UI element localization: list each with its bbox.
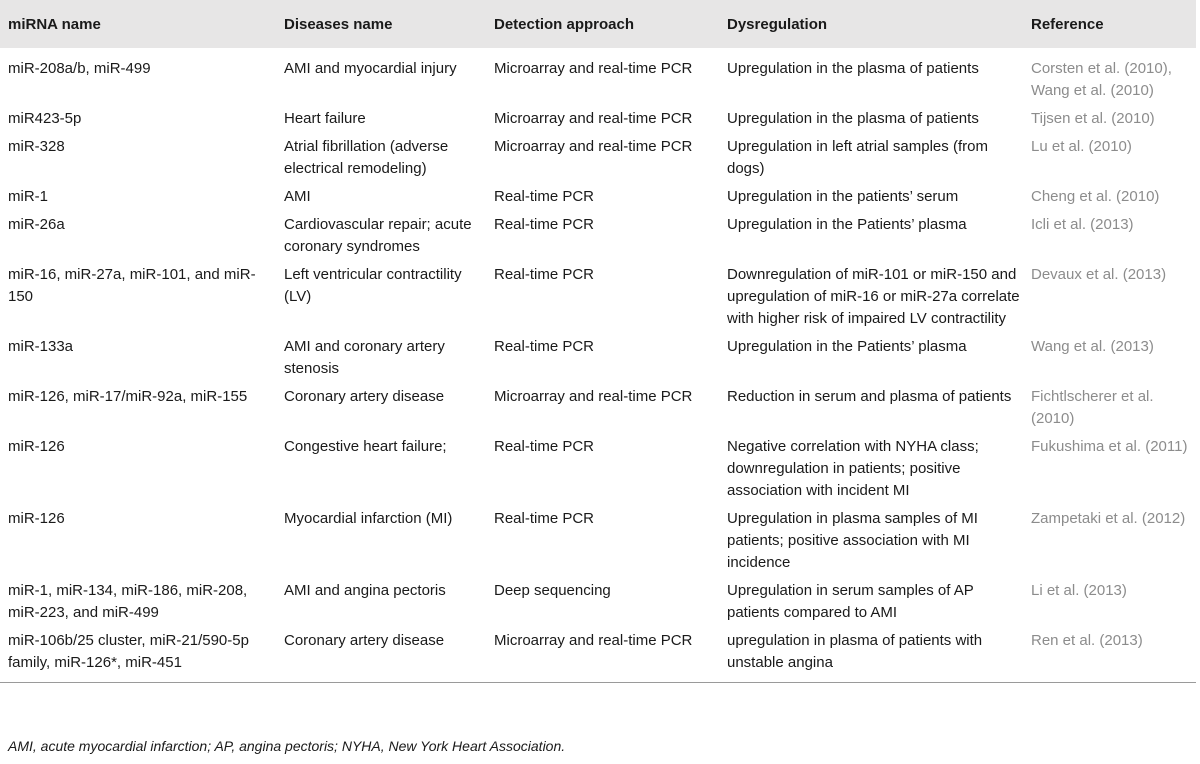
- cell-detection-approach: Real-time PCR: [494, 216, 595, 233]
- cell-reference[interactable]: Cheng et al. (2010): [1031, 188, 1160, 205]
- cell-dysregulation: Upregulation in the plasma of patients: [727, 60, 979, 77]
- table-footnote: AMI, acute myocardial infarction; AP, angina pectoris; NYHA, New York Heart Association.: [8, 738, 566, 754]
- cell-mirna-name: miR-1, miR-134, miR-186, miR-208, miR-223, and miR-499: [8, 582, 248, 621]
- cell-dysregulation: Upregulation in serum samples of AP patients compared to AMI: [727, 582, 974, 621]
- cell-detection-approach: Real-time PCR: [494, 438, 595, 455]
- cell-disease-name: Coronary artery disease: [284, 388, 445, 405]
- table-row: [0, 433, 1196, 505]
- cell-dysregulation: Upregulation in left atrial samples (from dogs): [727, 138, 988, 177]
- cell-reference[interactable]: Li et al. (2013): [1031, 582, 1127, 599]
- cell-mirna-name: miR-1: [8, 188, 48, 205]
- cell-disease-name: Cardiovascular repair; acute coronary syndromes: [284, 216, 472, 255]
- table-row: [0, 627, 1196, 683]
- cell-mirna-name: miR-106b/25 cluster, miR-21/590-5p family, miR-126*, miR-451: [0, 627, 276, 683]
- cell-detection-approach: Microarray and real-time PCR: [486, 627, 719, 683]
- cell-disease-name: Left ventricular contractility (LV): [284, 266, 462, 305]
- cell-detection-approach: Microarray and real-time PCR: [494, 110, 693, 127]
- table-row: [0, 505, 1196, 577]
- cell-detection-approach: Real-time PCR: [494, 188, 595, 205]
- table-header: [0, 0, 1196, 48]
- cell-detection-approach: Real-time PCR: [494, 266, 595, 283]
- cell-detection-approach: Real-time PCR: [494, 338, 595, 355]
- header-row: [0, 0, 1196, 48]
- cell-reference[interactable]: Zampetaki et al. (2012): [1031, 510, 1186, 527]
- cell-detection-approach: Microarray and real-time PCR: [494, 60, 693, 77]
- cell-mirna-name: miR-126: [8, 510, 65, 527]
- cell-detection-approach: Microarray and real-time PCR: [494, 138, 693, 155]
- cell-disease-name: AMI and coronary artery stenosis: [284, 338, 445, 377]
- cell-dysregulation: Upregulation in the patients’ serum: [727, 188, 959, 205]
- header-detection-approach: Detection approach: [486, 0, 719, 48]
- cell-disease-name: Coronary artery disease: [276, 627, 486, 683]
- cell-reference[interactable]: Devaux et al. (2013): [1031, 266, 1167, 283]
- cell-reference[interactable]: Wang et al. (2013): [1031, 338, 1154, 355]
- cell-dysregulation: Negative correlation with NYHA class; downregulation in patients; positive association with incident MI: [727, 438, 979, 499]
- cell-disease-name: Myocardial infarction (MI): [284, 510, 453, 527]
- header-diseases-name: Diseases name: [276, 0, 486, 48]
- cell-reference[interactable]: Corsten et al. (2010), Wang et al. (2010): [1031, 60, 1172, 99]
- table-row: [0, 133, 1196, 183]
- table-row: [0, 383, 1196, 433]
- cell-disease-name: Congestive heart failure;: [284, 438, 447, 455]
- table-row: [0, 577, 1196, 627]
- cell-reference[interactable]: Icli et al. (2013): [1031, 216, 1134, 233]
- table-row: [0, 261, 1196, 333]
- table-row: [0, 105, 1196, 133]
- cell-detection-approach: Real-time PCR: [494, 510, 595, 527]
- cell-reference[interactable]: Tijsen et al. (2010): [1031, 110, 1155, 127]
- cell-mirna-name: miR-133a: [8, 338, 74, 355]
- cell-detection-approach: Microarray and real-time PCR: [494, 388, 693, 405]
- table-row: [0, 183, 1196, 211]
- cell-mirna-name: miR-16, miR-27a, miR-101, and miR-150: [8, 266, 256, 305]
- cell-disease-name: AMI: [284, 188, 311, 205]
- header-dysregulation: Dysregulation: [719, 0, 1023, 48]
- cell-dysregulation: Upregulation in the plasma of patients: [727, 110, 979, 127]
- cell-mirna-name: miR-328: [8, 138, 65, 155]
- cell-reference[interactable]: Ren et al. (2013): [1023, 627, 1196, 683]
- cell-mirna-name: miR-126: [8, 438, 65, 455]
- cell-reference[interactable]: Lu et al. (2010): [1031, 138, 1132, 155]
- cell-mirna-name: miR423-5p: [8, 110, 82, 127]
- cell-dysregulation: Reduction in serum and plasma of patients: [727, 388, 1012, 405]
- table-row: [0, 48, 1196, 105]
- cell-reference[interactable]: Fukushima et al. (2011): [1031, 438, 1188, 455]
- cell-mirna-name: miR-208a/b, miR-499: [8, 60, 151, 77]
- cell-dysregulation: Downregulation of miR-101 or miR-150 and upregulation of miR-16 or miR-27a correlate with higher risk of impaired LV contractility: [727, 266, 1020, 327]
- cell-disease-name: AMI and angina pectoris: [284, 582, 446, 599]
- table-row: [0, 211, 1196, 261]
- cell-disease-name: Atrial fibrillation (adverse electrical remodeling): [284, 138, 449, 177]
- cell-mirna-name: miR-26a: [8, 216, 65, 233]
- table-row: [0, 333, 1196, 383]
- cell-mirna-name: miR-126, miR-17/miR-92a, miR-155: [8, 388, 248, 405]
- header-reference: Reference: [1023, 0, 1196, 48]
- cell-detection-approach: Deep sequencing: [494, 582, 611, 599]
- header-mirna-name: miRNA name: [0, 0, 276, 48]
- cell-dysregulation: Upregulation in the Patients’ plasma: [727, 216, 967, 233]
- cell-dysregulation: upregulation in plasma of patients with unstable angina: [719, 627, 1023, 683]
- cell-dysregulation: Upregulation in the Patients’ plasma: [727, 338, 967, 355]
- cell-dysregulation: Upregulation in plasma samples of MI patients; positive association with MI incidence: [727, 510, 978, 571]
- cell-reference[interactable]: Fichtlscherer et al. (2010): [1031, 388, 1154, 427]
- cell-disease-name: AMI and myocardial injury: [284, 60, 457, 77]
- cell-disease-name: Heart failure: [284, 110, 366, 127]
- table-body: [0, 48, 1196, 683]
